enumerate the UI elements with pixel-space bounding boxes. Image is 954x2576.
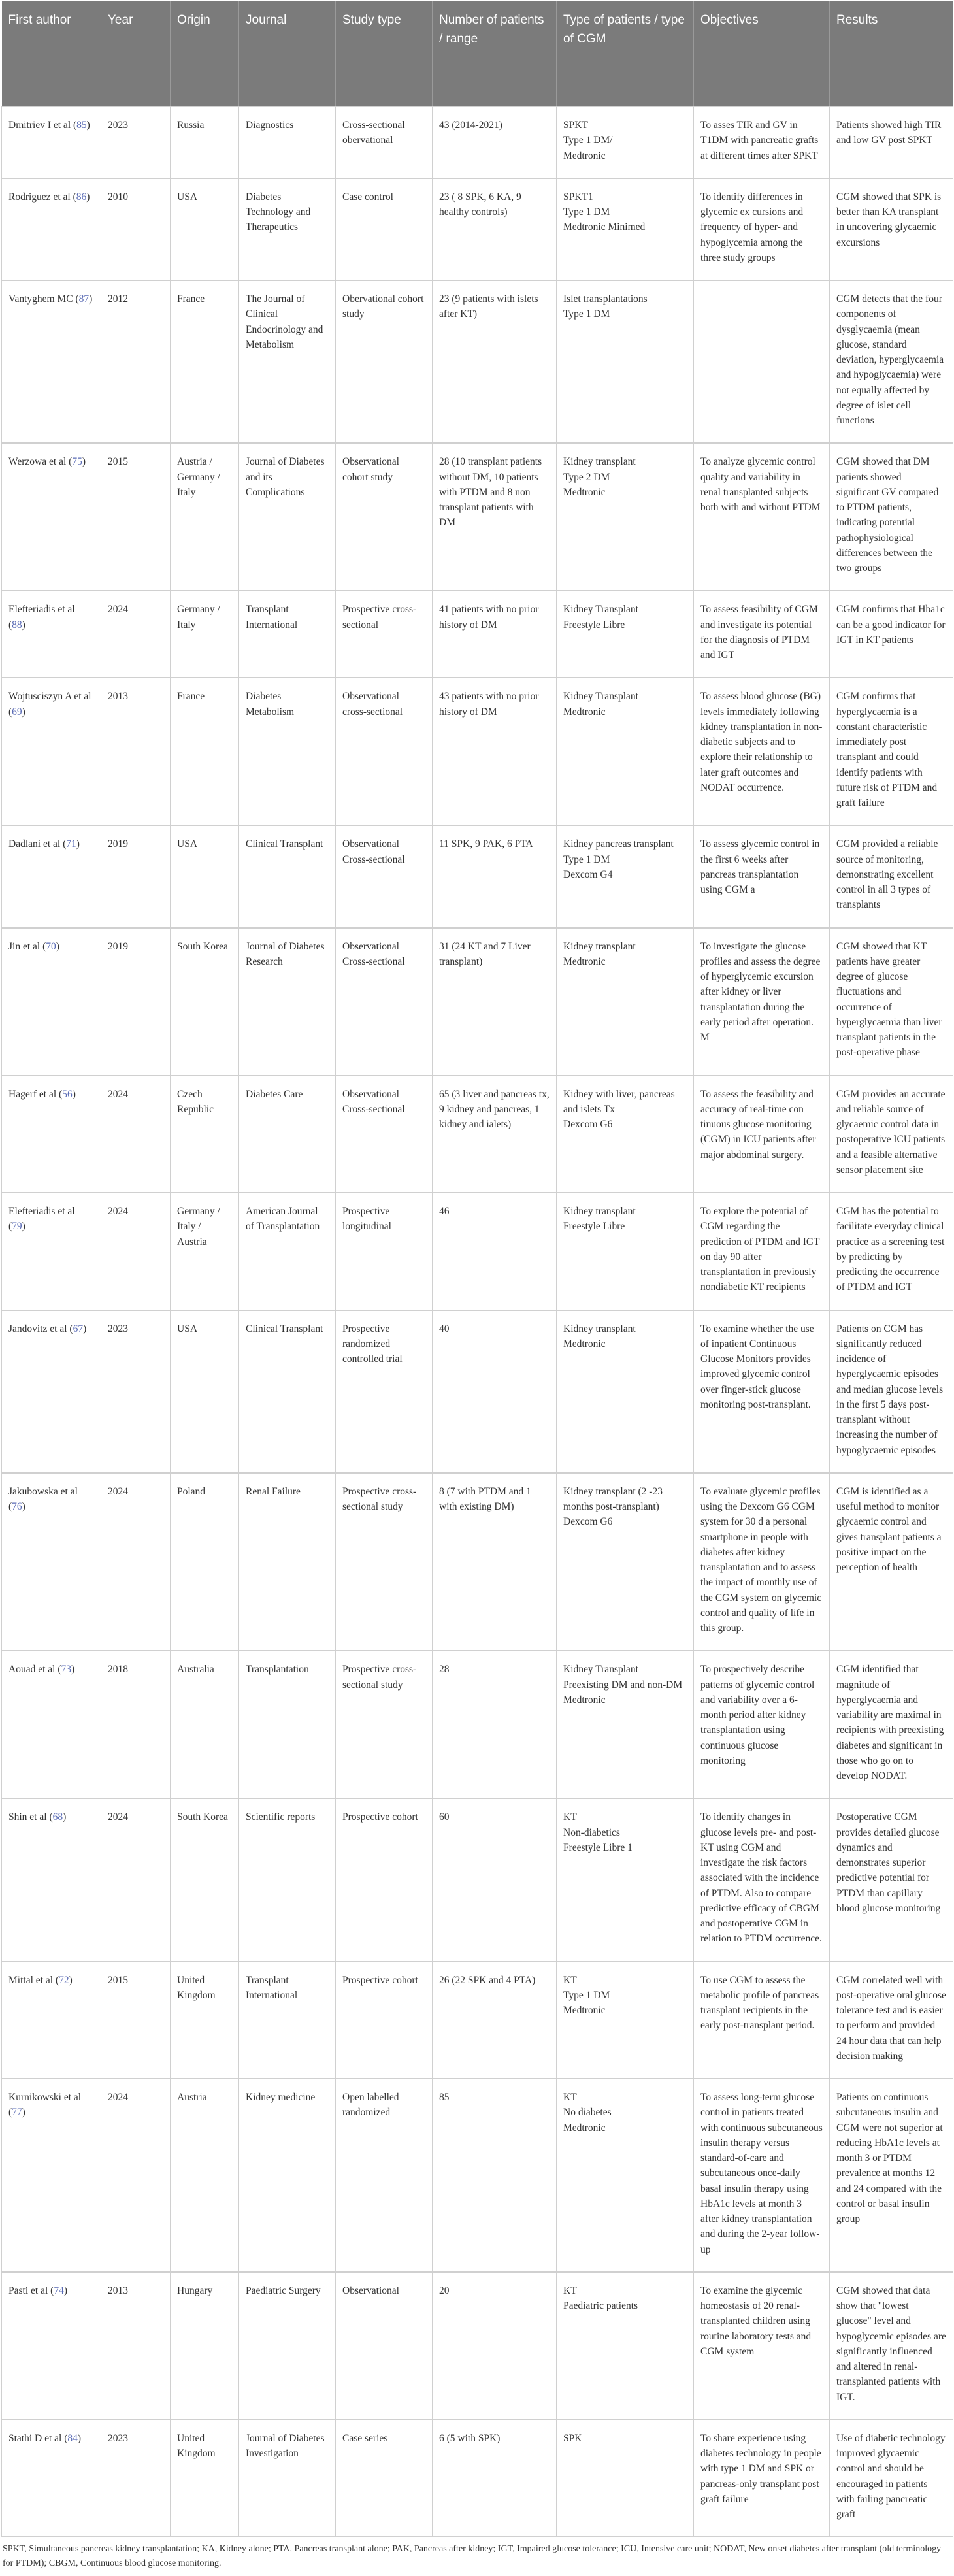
cell-journal: American Journal of Transplantation [239,1193,336,1310]
cell-cgm [557,1310,694,1473]
cell-patients: 28 [433,1651,557,1798]
cgm-line: SPK [563,2432,582,2444]
cell-study: Observational Cross-sectional [336,928,433,1076]
cgm-line: Kidney transplant (2 -23 months post-transplant) [563,1485,663,1512]
cgm-line: Kidney Transplant [563,691,638,702]
table-row [2,280,953,443]
column-header-type-of-cgm: Type of patients / type of CGM [557,1,694,107]
author-name: Shin et al [8,1811,47,1823]
reference-link[interactable]: 70 [46,940,56,952]
cell-year: 2015 [101,443,171,591]
cell-origin: Poland [171,1473,239,1651]
cgm-line: Type 1 DM [563,308,610,320]
cell-study: Observational Cross-sectional [336,1076,433,1193]
cgm-line: Medtronic Minimed [563,222,646,233]
cgm-line: Dexcom G6 [563,1516,613,1528]
column-header-objectives: Objectives [694,1,830,107]
cell-results: CGM identified that magnitude of hyperglycaemia and variability are maximal in recipients with preexisting diabetes and significant in those who go on to develop NODAT. [830,1651,953,1798]
cgm-line: Type 1 DM [563,853,610,865]
cgm-line: Non-diabetics [563,1826,620,1838]
cell-origin: Germany / Italy [171,591,239,678]
cell-patients: 43 (2014-2021) [433,107,557,178]
author-name: Jandovitz et al [8,1323,67,1334]
cell-patients: 26 (22 SPK and 4 PTA) [433,1962,557,2079]
cgm-line: Type 1 DM/ [563,135,613,146]
author-name: Hagerf et al [8,1088,57,1100]
cgm-line: Medtronic [563,706,606,718]
cgm-line: Medtronic [563,955,606,967]
reference-link[interactable]: 85 [76,120,87,131]
column-header-journal: Journal [239,1,336,107]
cell-year: 2024 [101,2079,171,2272]
cgm-line: Kidney Transplant [563,1664,638,1676]
cell-patients: 46 [433,1193,557,1310]
table-row [2,1962,953,2079]
cell-first-author: Vantyghem MC (87) [2,280,101,443]
cell-study: Prospective longitudinal [336,1193,433,1310]
cgm-line: Medtronic [563,2005,606,2016]
cell-study: Prospective randomized controlled trial [336,1310,433,1473]
table-footnote: SPKT, Simultaneous pancreas kidney transplantation; KA, Kidney alone; PTA, Pancreas transplant alone; PAK, Pancreas after kidney; IGT, Impaired glucose tolerance; ICU, Intensive care unit; NODAT, New onset diabetes after transplant (old terminology for PTDM); CBGM, Continuous blood glucose monitoring. [3,2544,942,2568]
cell-journal: Diabetes Metabolism [239,678,336,825]
reference-link[interactable]: 56 [62,1088,73,1100]
cell-objectives: To identify differences in glycemic ex cursions and frequency of hyper- and hypoglycemia among the three study groups [694,178,830,280]
cgm-line: Dexcom G4 [563,868,613,880]
cgm-line: Kidney transplant [563,456,636,468]
table-row [2,825,953,927]
reference-link[interactable]: 87 [78,293,90,305]
cell-journal: Journal of Diabetes Research [239,928,336,1076]
cell-first-author: Pasti et al (74) [2,2272,101,2420]
studies-table [1,1,953,2537]
cell-origin: Russia [171,107,239,178]
cell-journal: Journal of Diabetes Investigation [239,2420,336,2537]
cell-year: 2019 [101,928,171,1076]
cell-objectives: To examine the glycemic homeostasis of 20 renal-transplanted children using routine laboratory tests and CGM system [694,2272,830,2420]
cell-objectives: To explore the potential of CGM regarding the prediction of PTDM and IGT on day 90 after transplantation in previously nondiabetic KT recipients [694,1193,830,1310]
cell-patients: 28 (10 transplant patients without DM, 10 patients with PTDM and 8 non transplant patients with DM [433,443,557,591]
cell-study: Prospective cohort [336,1798,433,1961]
cell-first-author: Hagerf et al (56) [2,1076,101,1193]
reference-link[interactable]: 79 [12,1221,22,1232]
cgm-line: Type 2 DM [563,471,610,483]
cell-cgm [557,1962,694,2079]
cell-year: 2024 [101,1076,171,1193]
cell-objectives: To analyze glycemic control quality and variability in renal transplanted subjects both with and without PTDM [694,443,830,591]
cell-first-author: Elefteriadis et al (79) [2,1193,101,1310]
cell-objectives: To assess the feasibility and accuracy of real-time con tinuous glucose monitoring (CGM) in ICU patients after major abdominal surgery. [694,1076,830,1193]
cell-year: 2023 [101,1310,171,1473]
cell-study: Cross-sectional obervational [336,107,433,178]
cell-results: CGM showed that data show that "lowest glucose" level and hypoglycemic episodes are significantly influenced and altered in renal-transplanted patients with IGT. [830,2272,953,2420]
cell-first-author: Stathi D et al (84) [2,2420,101,2537]
cell-year: 2024 [101,1798,171,1961]
cell-first-author: Werzowa et al (75) [2,443,101,591]
author-name: Stathi D et al [8,2432,62,2444]
reference-link[interactable]: 77 [12,2107,22,2119]
cgm-line: Kidney Transplant [563,604,638,616]
column-header-number-of-patients: Number of patients / range [433,1,557,107]
cell-cgm [557,591,694,678]
cell-journal: Transplant International [239,1962,336,2079]
cgm-line: Freestyle Libre [563,1221,625,1232]
cell-patients: 11 SPK, 9 PAK, 6 PTA [433,825,557,927]
cell-first-author: Jandovitz et al (67) [2,1310,101,1473]
cgm-line: No diabetes [563,2107,612,2119]
cell-cgm [557,2420,694,2537]
cgm-line: Kidney pancreas transplant [563,838,674,850]
cgm-line: KT [563,2285,577,2296]
reference-link[interactable]: 76 [12,1501,22,1512]
cell-year: 2013 [101,678,171,825]
cell-results: CGM correlated well with post-operative oral glucose tolerance test and is easier to perform and provided 24 hour data that can help decision making [830,1962,953,2079]
cell-patients: 85 [433,2079,557,2272]
author-name: Vantyghem MC [8,293,73,305]
cell-results: CGM confirms that Hba1c can be a good indicator for IGT in KT patients [830,591,953,678]
table-row [2,1651,953,1798]
cell-objectives: To share experience using diabetes technology in people with type 1 DM and SPK or pancreas-only transplant post graft failure [694,2420,830,2537]
cell-results: CGM provided a reliable source of monitoring, demonstrating excellent control in all 3 types of transplants [830,825,953,927]
cell-study: Prospective cohort [336,1962,433,2079]
cell-origin: France [171,678,239,825]
cell-journal: Diabetes Technology and Therapeutics [239,178,336,280]
cell-patients: 6 (5 with SPK) [433,2420,557,2537]
table-row [2,2079,953,2272]
cell-origin: Austria [171,2079,239,2272]
cell-cgm [557,1076,694,1193]
cell-journal: Transplantation [239,1651,336,1798]
cell-study: Case control [336,178,433,280]
cell-year: 2013 [101,2272,171,2420]
cell-year: 2012 [101,280,171,443]
cell-year: 2019 [101,825,171,927]
cell-study: Prospective cross-sectional study [336,1473,433,1651]
cell-journal: Clinical Transplant [239,825,336,927]
cgm-line: Medtronic [563,2122,606,2134]
cell-study: Observational cohort study [336,443,433,591]
cell-results: CGM detects that the four components of dysglycaemia (mean glucose, standard deviation, hyperglycaemia and hypoglycaemia) were not equally affected by degree of islet cell functions [830,280,953,443]
column-header-origin: Origin [171,1,239,107]
cell-results: CGM is identified as a useful method to monitor glycaemic control and gives transplant patients a positive impact on the perception of health [830,1473,953,1651]
cell-objectives: To assess blood glucose (BG) levels immediately following kidney transplantation in non-diabetic subjects and to explore their relationship to later graft outcomes and NODAT occurrence. [694,678,830,825]
cell-journal: Kidney medicine [239,2079,336,2272]
author-name: Wojtusciszyn A et al [8,691,91,702]
cell-patients: 31 (24 KT and 7 Liver transplant) [433,928,557,1076]
cell-study: Open labelled randomized [336,2079,433,2272]
cell-first-author: Kurnikowski et al (77) [2,2079,101,2272]
cell-study: Obervational cohort study [336,280,433,443]
cell-objectives: To identify changes in glucose levels pre- and post-KT using CGM and investigate the risk factors associated with the incidence of PTDM. Also to compare predictive efficacy of CBGM and postoperative CGM in relation to PTDM occurrence. [694,1798,830,1961]
cell-objectives: To asses TIR and GV in T1DM with pancreatic grafts at different times after SPKT [694,107,830,178]
cell-first-author: Rodriguez et al (86) [2,178,101,280]
cgm-line: SPKT1 [563,191,593,203]
column-header-first-author: First author [2,1,101,107]
cell-origin: South Korea [171,1798,239,1961]
cell-origin: Austria / Germany / Italy [171,443,239,591]
author-name: Dadlani et al [8,838,61,850]
cell-journal: Scientific reports [239,1798,336,1961]
author-name: Jin et al [8,940,41,952]
cell-study: Observational [336,2272,433,2420]
cell-year: 2015 [101,1962,171,2079]
cell-origin: South Korea [171,928,239,1076]
cell-objectives: To examine whether the use of inpatient Continuous Glucose Monitors provides improved glycemic control over finger-stick glucose monitoring post-transplant. [694,1310,830,1473]
table-row [2,928,953,1076]
author-name: Pasti et al [8,2285,48,2296]
cell-origin: United Kingdom [171,2420,239,2537]
cell-cgm [557,280,694,443]
table-row [2,107,953,178]
cell-first-author: Jakubowska et al (76) [2,1473,101,1651]
reference-link[interactable]: 73 [61,1664,71,1676]
cell-cgm [557,1798,694,1961]
cell-patients: 65 (3 liver and pancreas tx, 9 kidney and pancreas, 1 kidney and ialets) [433,1076,557,1193]
cell-year: 2024 [101,1473,171,1651]
author-name: Mittal et al [8,1974,54,1986]
cgm-line: KT [563,2092,577,2103]
cell-year: 2023 [101,2420,171,2537]
reference-link[interactable]: 74 [54,2285,64,2296]
cell-year: 2023 [101,107,171,178]
cell-cgm [557,443,694,591]
author-name: Kurnikowski et al [8,2092,82,2103]
cell-results: Patients on CGM has significantly reduced incidence of hyperglycaemic episodes and median glucose levels in the first 5 days post-transplant without increasing the number of hypoglycaemic episodes [830,1310,953,1473]
cell-objectives: To assess feasibility of CGM and investigate its potential for the diagnosis of PTDM and IGT [694,591,830,678]
cgm-line: Freestyle Libre [563,619,625,631]
cell-study: Prospective cross-sectional [336,591,433,678]
cell-results: CGM provides an accurate and reliable source of glycaemic control data in postoperative ICU patients and a feasible alternative sensor placement site [830,1076,953,1193]
cell-origin: USA [171,825,239,927]
cgm-line: Paediatric patients [563,2300,638,2311]
cell-objectives: To evaluate glycemic profiles using the Dexcom G6 CGM system for 30 d a personal smartphone in people with diabetes after kidney transplantation and to assess the impact of monthly use of the CGM system on glycemic control and quality of life in this group. [694,1473,830,1651]
cell-objectives: To prospectively describe patterns of glycemic control and variability over a 6-month period after kidney transplantation using continuous glucose monitoring [694,1651,830,1798]
author-name: Rodriguez et al [8,191,71,203]
cell-journal: Renal Failure [239,1473,336,1651]
cell-origin: Hungary [171,2272,239,2420]
column-header-results: Results [830,1,953,107]
cell-results: CGM showed that SPK is better than KA transplant in uncovering glycaemic excursions [830,178,953,280]
cell-journal: Journal of Diabetes and its Complications [239,443,336,591]
cgm-line: Kidney with liver, pancreas and islets Tx [563,1088,675,1115]
cell-journal: Diagnostics [239,107,336,178]
cell-year: 2024 [101,591,171,678]
author-name: Dmitriev I et al [8,120,71,131]
table-row [2,1798,953,1961]
cell-origin: USA [171,1310,239,1473]
reference-link[interactable]: 67 [73,1323,84,1334]
table-row [2,1193,953,1310]
cell-results: CGM showed that DM patients showed significant GV compared to PTDM patients, indicating potential pathophysiological differences between the two groups [830,443,953,591]
author-name: Elefteriadis et al [8,604,75,616]
cgm-line: Medtronic [563,150,606,161]
cgm-line: Kidney transplant [563,1206,636,1217]
reference-link[interactable]: 88 [12,619,22,631]
table-row [2,1310,953,1473]
cell-cgm [557,1193,694,1310]
cgm-line: Medtronic [563,1338,606,1349]
cell-objectives: To investigate the glucose profiles and assess the degree of hyperglycemic excursion after kidney or liver transplantation during the early period after operation. M [694,928,830,1076]
author-name: Aouad et al [8,1664,56,1676]
cell-cgm [557,178,694,280]
cell-objectives [694,280,830,443]
cell-origin: Czech Republic [171,1076,239,1193]
cell-patients: 23 (9 patients with islets after KT) [433,280,557,443]
cell-objectives: To assess long-term glucose control in patients treated with continuous subcutaneous insulin therapy versus standard-of-care and subcutaneous once-daily basal insulin therapy using HbA1c levels at month 3 after kidney transplantation and during the 2-year follow-up [694,2079,830,2272]
cgm-line: Islet transplantations [563,293,648,305]
cell-study: Observational cross-sectional [336,678,433,825]
cell-patients: 8 (7 with PTDM and 1 with existing DM) [433,1473,557,1651]
cell-patients: 40 [433,1310,557,1473]
cell-study: Observational Cross-sectional [336,825,433,927]
cell-first-author: Aouad et al (73) [2,1651,101,1798]
author-name: Jakubowska et al [8,1485,78,1497]
table-row [2,678,953,825]
cgm-line: Kidney transplant [563,1323,636,1334]
cell-origin: Germany / Italy / Austria [171,1193,239,1310]
cgm-line: Medtronic [563,1694,606,1706]
cell-patients: 41 patients with no prior history of DM [433,591,557,678]
cell-results: Use of diabetic technology improved glycaemic control and should be encouraged in patients with failing pancreatic graft [830,2420,953,2537]
cell-results: Patients on continuous subcutaneous insulin and CGM were not superior at reducing HbA1c levels at month 3 or PTDM prevalence at months 12 and 24 compared with the control or basal insulin group [830,2079,953,2272]
cell-first-author: Wojtusciszyn A et al (69) [2,678,101,825]
cell-journal: Clinical Transplant [239,1310,336,1473]
cell-year: 2018 [101,1651,171,1798]
cell-journal: Diabetes Care [239,1076,336,1193]
cell-origin: USA [171,178,239,280]
cell-cgm [557,1473,694,1651]
cgm-line: KT [563,1974,577,1986]
cell-first-author: Mittal et al (72) [2,1962,101,2079]
cgm-line: Kidney transplant [563,940,636,952]
cell-cgm [557,2079,694,2272]
cell-cgm [557,107,694,178]
table-row [2,443,953,591]
table-row [2,591,953,678]
column-header-year: Year [101,1,171,107]
cgm-line: Preexisting DM and non-DM [563,1679,683,1691]
cell-cgm [557,928,694,1076]
cell-objectives: To use CGM to assess the metabolic profile of pancreas transplant recipients in the early post-transplant period. [694,1962,830,2079]
cell-first-author: Dadlani et al (71) [2,825,101,927]
reference-link[interactable]: 71 [66,838,76,850]
table-row [2,2272,953,2420]
reference-link[interactable]: 84 [67,2432,78,2444]
cell-origin: United Kingdom [171,1962,239,2079]
cell-year: 2010 [101,178,171,280]
table-row [2,2420,953,2537]
cell-patients: 43 patients with no prior history of DM [433,678,557,825]
reference-link[interactable]: 86 [76,191,87,203]
cell-first-author: Shin et al (68) [2,1798,101,1961]
cell-first-author: Elefteriadis et al (88) [2,591,101,678]
column-header-study-type: Study type [336,1,433,107]
cell-patients: 20 [433,2272,557,2420]
cell-journal: Transplant International [239,591,336,678]
cgm-line: KT [563,1811,577,1823]
cell-objectives: To assess glycemic control in the first 6 weeks after pancreas transplantation using CGM a [694,825,830,927]
reference-link[interactable]: 69 [12,706,22,718]
cgm-line: SPKT [563,120,588,131]
cell-year: 2024 [101,1193,171,1310]
cell-results: Patients showed high TIR and low GV post SPKT [830,107,953,178]
reference-link[interactable]: 72 [59,1974,69,1986]
reference-link[interactable]: 68 [52,1811,63,1823]
cell-journal: Paediatric Surgery [239,2272,336,2420]
cell-origin: Australia [171,1651,239,1798]
table-row [2,1076,953,1193]
cell-cgm [557,678,694,825]
cgm-line: Dexcom G6 [563,1119,613,1130]
cgm-line: Type 1 DM [563,1989,610,2001]
cgm-line: Type 1 DM [563,206,610,218]
reference-link[interactable]: 75 [72,456,82,468]
cell-first-author: Jin et al (70) [2,928,101,1076]
cell-results: Postoperative CGM provides detailed glucose dynamics and demonstrates superior predictive potential for PTDM than capillary blood glucose monitoring [830,1798,953,1961]
author-name: Elefteriadis et al [8,1206,75,1217]
cell-results: CGM confirms that hyperglycaemia is a constant characteristic immediately post transplant and could identify patients with future risk of PTDM and graft failure [830,678,953,825]
cell-cgm [557,2272,694,2420]
cell-patients: 60 [433,1798,557,1961]
cgm-line: Freestyle Libre 1 [563,1841,633,1853]
cell-first-author: Dmitriev I et al (85) [2,107,101,178]
table-row [2,1473,953,1651]
header-row [2,1,953,107]
cell-results: CGM has the potential to facilitate everyday clinical practice as a screening test by predicting by predicting the occurrence of PTDM and IGT [830,1193,953,1310]
cell-cgm [557,1651,694,1798]
cell-cgm [557,825,694,927]
table-row [2,178,953,280]
cell-patients: 23 ( 8 SPK, 6 KA, 9 healthy controls) [433,178,557,280]
cell-study: Case series [336,2420,433,2537]
cell-results: CGM showed that KT patients have greater degree of glucose fluctuations and occurrence of hyperglycaemia than liver transplant patients in the post-operative phase [830,928,953,1076]
author-name: Werzowa et al [8,456,67,468]
cgm-line: Medtronic [563,486,606,498]
cell-origin: France [171,280,239,443]
cell-study: Prospective cross-sectional study [336,1651,433,1798]
cell-journal: The Journal of Clinical Endocrinology and Metabolism [239,280,336,443]
